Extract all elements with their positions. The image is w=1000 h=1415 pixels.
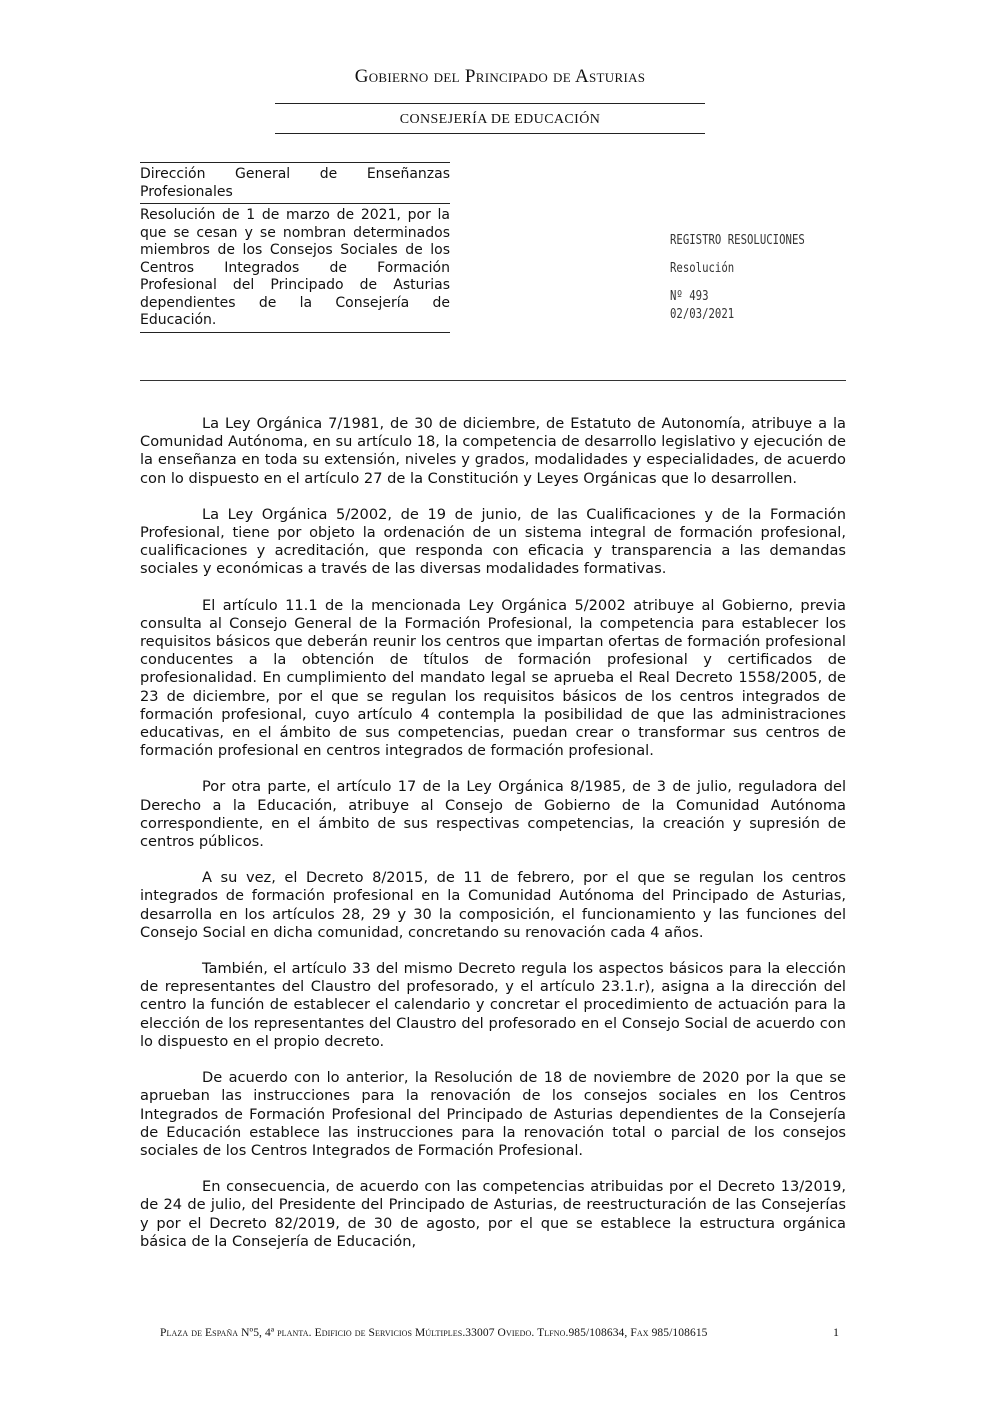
government-title: Gobierno del Principado de Asturias	[354, 66, 646, 87]
stamp-registry-label: REGISTRO RESOLUCIONES	[670, 233, 805, 248]
stamp-date: 02/03/2021	[670, 307, 735, 322]
block-rule	[140, 332, 450, 333]
header-rule-top	[275, 103, 705, 104]
paragraph: A su vez, el Decreto 8/2015, de 11 de febrero, por el que se regulan los centros integrados de formación profesional en la Comunidad Autónoma del Principado de Asturias, desarrolla en los artículos 28, 29 y 30 la composición, el funcionamiento y las funciones del Consejo Social en dicha comunidad, concretando su renovación cada 4 años.	[140, 869, 846, 941]
registry-stamp	[670, 232, 805, 324]
section-divider	[140, 380, 846, 381]
directorate-name: Dirección General de Enseñanzas Profesionales	[140, 166, 450, 200]
paragraph: La Ley Orgánica 5/2002, de 19 de junio, de las Cualificaciones y de la Formación Profesional, tiene por objeto la ordenación de un sistema integral de formación profesional, cualificaciones y acreditación, que responda con eficacia y transparencia a las demandas sociales y económicas a través de las diversas modalidades formativas.	[140, 505, 846, 578]
stamp-number: Nº 493	[670, 289, 709, 304]
department-title: CONSEJERÍA DE EDUCACIÓN	[399, 112, 601, 127]
paragraph: De acuerdo con lo anterior, la Resolución de 18 de noviembre de 2020 por la que se aprueban las instrucciones para la renovación de los consejos sociales en los Centros Integrados de Formación Profesional del Principado de Asturias dependientes de la Consejería de Educación establece las instrucciones para la renovación total o parcial de los consejos sociales de los Centros Integrados de Formación Profesional.	[140, 1069, 846, 1159]
paragraph: Por otra parte, el artículo 17 de la Ley Orgánica 8/1985, de 3 de julio, reguladora del Derecho a la Educación, atribuye al Consejo de Gobierno de la Comunidad Autónoma correspondiente, en el ámbito de sus respectivas competencias, la creación y supresión de centros públicos.	[140, 778, 846, 851]
page-number: 1	[833, 1325, 839, 1339]
paragraph: También, el artículo 33 del mismo Decreto regula los aspectos básicos para la elección de representantes del Claustro del profesorado, y el artículo 23.1.r), asigna a la dirección del centro la función de establecer el calendario y concretar el procedimiento de actuación para la elección de los representantes del Claustro del profesorado en el Consejo Social de acuerdo con lo dispuesto en el propio decreto.	[140, 960, 846, 1050]
stamp-type: Resolución	[670, 261, 735, 276]
document-body	[140, 415, 846, 1269]
paragraph: En consecuencia, de acuerdo con las competencias atribuidas por el Decreto 13/2019, de 24 de julio, del Presidente del Principado de Asturias, de reestructuración de las Consejerías y por el Decreto 82/2019, de 30 de agosto, por el que se establece la estructura orgánica básica de la Consejería de Educación,	[140, 1178, 846, 1250]
resolution-info-block	[140, 162, 450, 333]
footer-address: Plaza de España Nº5, 4ª planta. Edificio de Servicios Múltiples.33007 Oviedo. Tlfno.985/108634, Fax 985/108615	[160, 1327, 708, 1339]
paragraph: La Ley Orgánica 7/1981, de 30 de diciembre, de Estatuto de Autonomía, atribuye a la Comunidad Autónoma, en su artículo 18, la competencia de desarrollo legislativo y ejecución de la enseñanza en toda su extensión, niveles y grados, modalidades y especialidades, de acuerdo con lo dispuesto en el artículo 27 de la Constitución y Leyes Orgánicas que lo desarrollen.	[140, 415, 846, 487]
resolution-title: Resolución de 1 de marzo de 2021, por la que se cesan y se nombran determinados miembros de los Consejos Sociales de los Centros Integrados de Formación Profesional del Principado de Asturias dependientes de la Consejería de Educación.	[140, 207, 450, 328]
paragraph: El artículo 11.1 de la mencionada Ley Orgánica 5/2002 atribuye al Gobierno, previa consulta al Consejo General de la Formación Profesional, la competencia para establecer los requisitos básicos que deberán reunir los centros que impartan ofertas de formación profesional conducentes a la obtención de títulos de formación profesional y certificados de profesionalidad. En cumplimiento del mandato legal se aprueba el Real Decreto 1558/2005, de 23 de diciembre, por el que se regulan los requisitos básicos de los centros integrados de formación profesional, cuyo artículo 4 contempla la posibilidad de que las administraciones educativas, en el ámbito de sus competencias, puedan crear o transformar sus centros de formación profesional en centros integrados de formación profesional.	[140, 596, 846, 760]
header-rule-bottom	[275, 133, 705, 134]
